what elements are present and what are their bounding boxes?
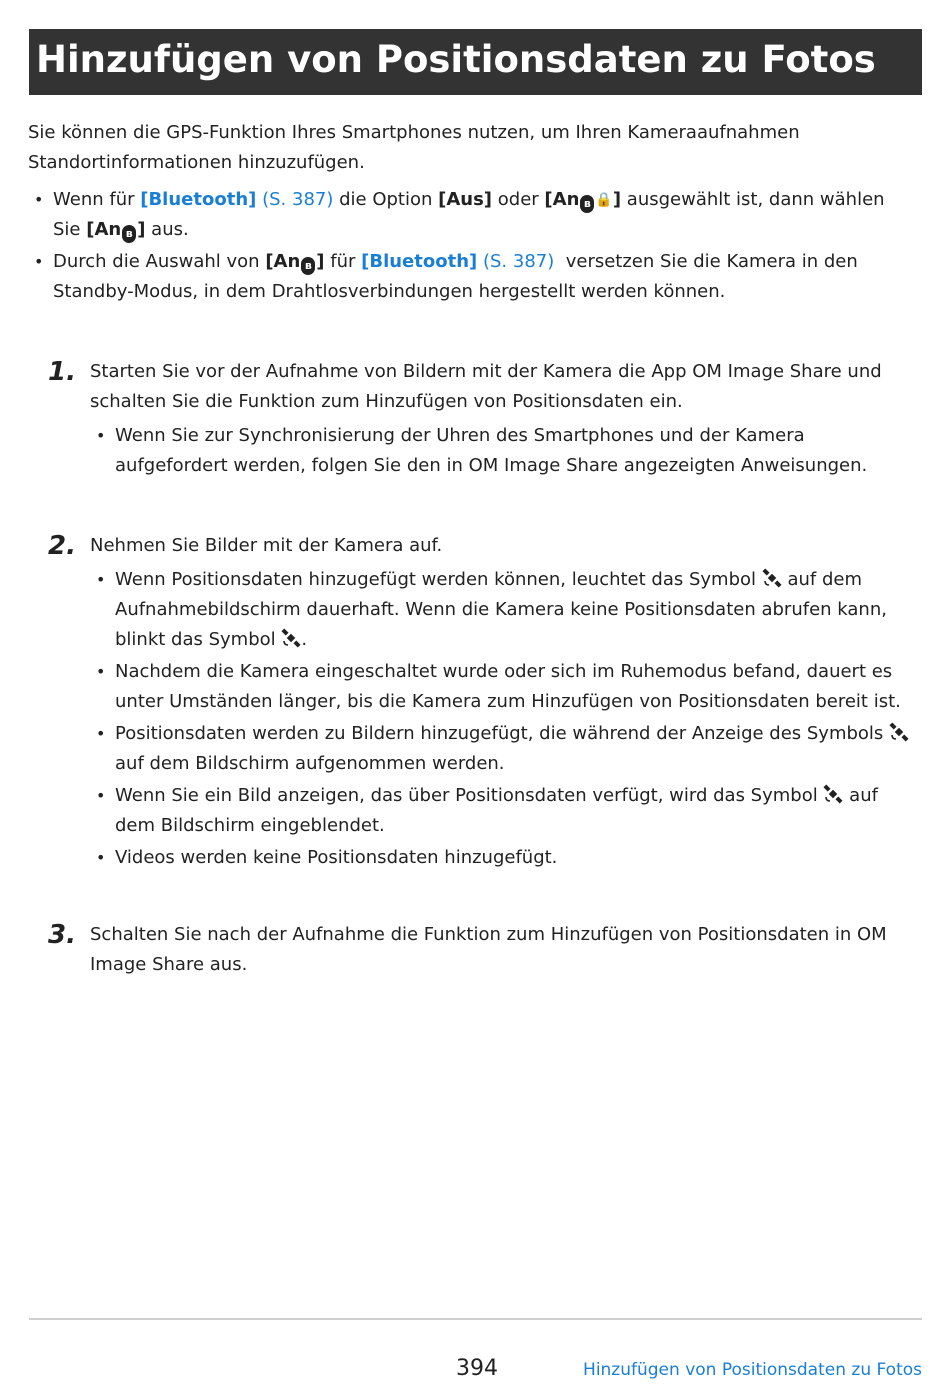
gps-satellite-icon bbox=[889, 722, 909, 742]
step-2-notes bbox=[90, 565, 922, 873]
gps-satellite-icon bbox=[823, 784, 843, 804]
intro-bullet-list bbox=[28, 185, 908, 309]
footer-section-link[interactable]: Hinzufügen von Positionsdaten zu Fotos bbox=[583, 1360, 922, 1380]
gps-satellite-icon bbox=[762, 568, 782, 588]
option-an: [An ʙ ] bbox=[265, 251, 324, 272]
step-text: Nehmen Sie Bilder mit der Kamera auf. bbox=[90, 535, 443, 556]
step-1-notes bbox=[90, 421, 922, 481]
list-item: • Nachdem die Kamera eingeschaltet wurde oder sich im Ruhemodus befand, dauert es unter Umständen länger, bis die Kamera zum Hinzufügen von Positionsdaten bereit ist. bbox=[90, 657, 922, 717]
page-number: 394 bbox=[456, 1356, 498, 1381]
step-text: Schalten Sie nach der Aufnahme die Funktion zum Hinzufügen von Positionsdaten in OM Image Share aus. bbox=[90, 924, 887, 975]
lock-icon: 🔒 bbox=[595, 192, 613, 208]
option-aus: [Aus] bbox=[438, 189, 493, 210]
footer-divider bbox=[29, 1318, 922, 1320]
bluetooth-icon: ʙ bbox=[301, 257, 315, 275]
list-item: • Wenn Sie zur Synchronisierung der Uhren des Smartphones und der Kamera aufgefordert werden, folgen Sie den in OM Image Share angezeigten Anweisungen. bbox=[90, 421, 922, 481]
step-number: 1. bbox=[48, 357, 76, 387]
list-item: • Positionsdaten werden zu Bildern hinzugefügt, die während der Anzeige des Symbols auf dem Bildschirm aufgenommen werden. bbox=[90, 719, 922, 779]
option-an-lock: [An ʙ 🔒] bbox=[544, 189, 621, 210]
step-number: 3. bbox=[48, 920, 76, 950]
list-item: • Wenn Sie ein Bild anzeigen, das über Positionsdaten verfügt, wird das Symbol auf dem Bildschirm eingeblendet. bbox=[90, 781, 922, 841]
step-2 bbox=[48, 531, 922, 875]
list-item: • Wenn für [Bluetooth] (S. 387) die Option [Aus] oder [An ʙ 🔒] ausgewählt ist, dann wählen Sie [An ʙ ] aus. bbox=[28, 185, 908, 245]
page-reference-link[interactable]: (S. 387) bbox=[262, 189, 334, 210]
option-an: [An ʙ ] bbox=[86, 219, 145, 240]
bluetooth-setting-link[interactable]: [Bluetooth] bbox=[361, 251, 478, 272]
step-text: Starten Sie vor der Aufnahme von Bildern mit der Kamera die App OM Image Share und schalten Sie die Funktion zum Hinzufügen von Positionsdaten ein. bbox=[90, 361, 882, 412]
bluetooth-setting-link[interactable]: [Bluetooth] bbox=[140, 189, 257, 210]
step-3 bbox=[48, 920, 922, 980]
step-1 bbox=[48, 357, 922, 483]
page-reference-link[interactable]: (S. 387) bbox=[482, 251, 555, 272]
list-item: • Videos werden keine Positionsdaten hinzugefügt. bbox=[90, 843, 922, 873]
list-item: • Durch die Auswahl von [An ʙ ] für [Bluetooth] (S. 387) versetzen Sie die Kamera in den Standby-Modus, in dem Drahtlosverbindungen hergestellt werden können. bbox=[28, 247, 908, 307]
bluetooth-icon: ʙ bbox=[580, 195, 594, 213]
page-title: Hinzufügen von Positionsdaten zu Fotos bbox=[29, 29, 922, 95]
gps-satellite-icon bbox=[281, 628, 301, 648]
bluetooth-icon: ʙ bbox=[122, 225, 136, 243]
step-number: 2. bbox=[48, 531, 76, 561]
list-item: • Wenn Positionsdaten hinzugefügt werden können, leuchtet das Symbol auf dem Aufnahmebildschirm dauerhaft. Wenn die Kamera keine Positionsdaten abrufen kann, blinkt das Symbol . bbox=[90, 565, 922, 655]
intro-paragraph: Sie können die GPS-Funktion Ihres Smartphones nutzen, um Ihren Kameraaufnahmen Standortinformationen hinzuzufügen. bbox=[28, 122, 800, 173]
